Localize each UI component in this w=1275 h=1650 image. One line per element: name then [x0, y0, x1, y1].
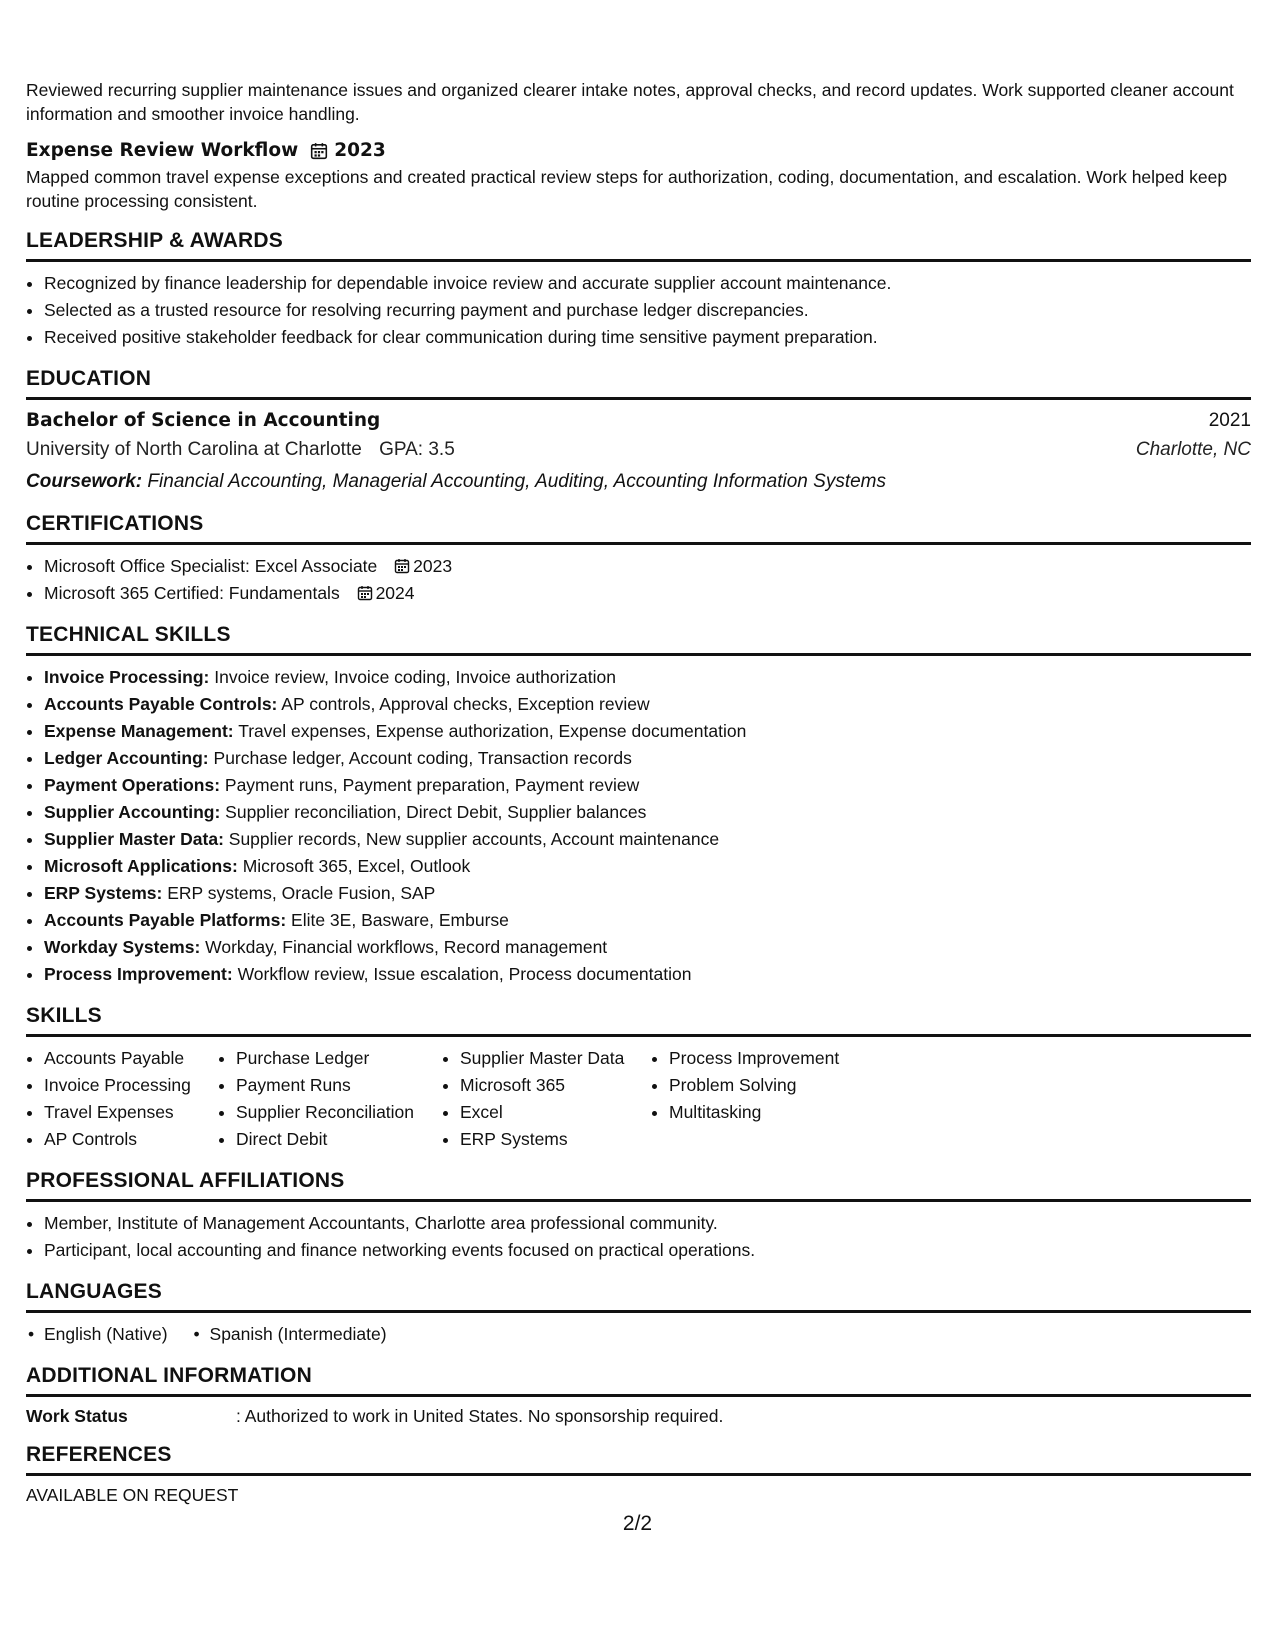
list-item — [44, 880, 1251, 907]
certification-year: 2023 — [413, 556, 453, 576]
skill-value: Travel expenses, Expense authorization, Expense documentation — [238, 721, 747, 741]
degree-year: 2021 — [1208, 410, 1251, 431]
list-item: • Multitasking — [669, 1099, 909, 1126]
skill-value: Payment runs, Payment preparation, Payment review — [224, 775, 640, 795]
skill-label: Microsoft Applications: — [44, 856, 238, 876]
skill-label: Invoice Processing: — [44, 667, 210, 687]
project-title: Expense Review Workflow — [26, 140, 299, 161]
school-location: Charlotte, NC — [1135, 439, 1251, 460]
skills-column — [218, 1045, 442, 1153]
skill-label: Supplier Master Data: — [44, 829, 224, 849]
coursework-label: Coursework: — [26, 471, 143, 492]
skill-value: Supplier records, New supplier accounts, Account maintenance — [228, 829, 720, 849]
education-degree-row — [26, 406, 1251, 435]
skill-value: Invoice review, Invoice coding, Invoice authorization — [214, 667, 616, 687]
coursework — [26, 467, 1251, 496]
list-item — [44, 961, 1251, 988]
list-item — [44, 745, 1251, 772]
list-item: • Accounts Payable — [44, 1045, 218, 1072]
gpa: GPA: 3.5 — [379, 439, 455, 460]
certifications-list — [26, 553, 1251, 607]
affiliations-heading: PROFESSIONAL AFFILIATIONS — [26, 1169, 1251, 1202]
list-item: • Recognized by finance leadership for dependable invoice review and accurate supplier account maintenance. — [44, 270, 1251, 297]
list-item: • Microsoft 365 — [460, 1072, 651, 1099]
skills-column — [442, 1045, 651, 1153]
certifications-section — [26, 512, 1251, 607]
list-item: • Member, Institute of Management Accountants, Charlotte area professional community. — [44, 1210, 1251, 1237]
work-status-label: Work Status — [26, 1406, 128, 1426]
leadership-section — [26, 229, 1251, 351]
additional-info-heading: ADDITIONAL INFORMATION — [26, 1364, 1251, 1397]
technical-skills-heading: TECHNICAL SKILLS — [26, 623, 1251, 656]
list-item: • Payment Runs — [236, 1072, 442, 1099]
skill-value: Workday, Financial workflows, Record management — [205, 937, 608, 957]
coursework-list: Financial Accounting, Managerial Accounting, Auditing, Accounting Information Systems — [147, 471, 887, 492]
list-item — [44, 799, 1251, 826]
intro-paragraph: Reviewed recurring supplier maintenance issues and organized clearer intake notes, approval checks, and record updates. Work supported cleaner account information and smoother invoice handling. — [26, 80, 1234, 124]
list-item — [44, 718, 1251, 745]
certifications-heading: CERTIFICATIONS — [26, 512, 1251, 545]
skill-value: Microsoft 365, Excel, Outlook — [242, 856, 471, 876]
education-section — [26, 367, 1251, 496]
list-item — [44, 664, 1251, 691]
list-item: • Purchase Ledger — [236, 1045, 442, 1072]
calendar-icon — [310, 142, 328, 160]
list-item — [44, 826, 1251, 853]
languages-list — [26, 1321, 1251, 1348]
list-item: • Received positive stakeholder feedback for clear communication during time sensitive payment preparation. — [44, 324, 1251, 351]
list-item: • ERP Systems — [460, 1126, 651, 1153]
skill-label: Process Improvement: — [44, 964, 233, 984]
project-title-row — [26, 140, 1251, 161]
affiliations-section — [26, 1169, 1251, 1264]
list-item — [44, 580, 1251, 607]
list-item: • Selected as a trusted resource for resolving recurring payment and purchase ledger discrepancies. — [44, 297, 1251, 324]
calendar-icon — [394, 558, 410, 574]
list-item: • Travel Expenses — [44, 1099, 218, 1126]
education-heading: EDUCATION — [26, 367, 1251, 400]
additional-info-section — [26, 1364, 1251, 1427]
work-status-value: : Authorized to work in United States. No sponsorship required. — [236, 1406, 724, 1426]
skill-label: Workday Systems: — [44, 937, 201, 957]
list-item — [44, 934, 1251, 961]
skills-column — [26, 1045, 218, 1153]
list-item — [44, 853, 1251, 880]
skill-value: Purchase ledger, Account coding, Transaction records — [213, 748, 632, 768]
skill-value: Supplier reconciliation, Direct Debit, Supplier balances — [225, 802, 647, 822]
certification-name: Microsoft 365 Certified: Fundamentals — [44, 583, 340, 603]
list-item: • Supplier Master Data — [460, 1045, 651, 1072]
school-name: University of North Carolina at Charlotte — [26, 439, 362, 460]
list-item: • English (Native) — [26, 1321, 168, 1348]
skills-columns — [26, 1045, 1251, 1153]
list-item: • Supplier Reconciliation — [236, 1099, 442, 1126]
skill-label: Ledger Accounting: — [44, 748, 209, 768]
list-item: • Spanish (Intermediate) — [192, 1321, 387, 1348]
list-item — [44, 691, 1251, 718]
list-item: • Process Improvement — [669, 1045, 909, 1072]
skills-section — [26, 1004, 1251, 1153]
skill-label: ERP Systems: — [44, 883, 163, 903]
list-item — [44, 553, 1251, 580]
list-item: • Invoice Processing — [44, 1072, 218, 1099]
skill-value: ERP systems, Oracle Fusion, SAP — [167, 883, 436, 903]
list-item: • Direct Debit — [236, 1126, 442, 1153]
skill-value: Elite 3E, Basware, Emburse — [291, 910, 509, 930]
calendar-icon — [357, 585, 373, 601]
work-status-row — [26, 1406, 1251, 1427]
project-year: 2023 — [334, 140, 386, 161]
skill-label: Payment Operations: — [44, 775, 221, 795]
languages-heading: LANGUAGES — [26, 1280, 1251, 1313]
skill-label: Accounts Payable Controls: — [44, 694, 278, 714]
affiliations-list — [26, 1210, 1251, 1264]
project-description: Mapped common travel expense exceptions and created practical review steps for authorization, coding, documentation, and escalation. Work helped keep routine processing consistent. — [26, 167, 1228, 211]
technical-skills-list — [26, 664, 1251, 988]
references-section — [26, 1443, 1251, 1506]
skill-label: Accounts Payable Platforms: — [44, 910, 287, 930]
references-text: AVAILABLE ON REQUEST — [26, 1485, 239, 1505]
list-item: • AP Controls — [44, 1126, 218, 1153]
languages-section — [26, 1280, 1251, 1348]
list-item — [44, 772, 1251, 799]
list-item: • Participant, local accounting and finance networking events focused on practical operations. — [44, 1237, 1251, 1264]
page-number: 2/2 — [622, 1512, 653, 1535]
technical-skills-section — [26, 623, 1251, 988]
skill-label: Expense Management: — [44, 721, 234, 741]
skill-value: AP controls, Approval checks, Exception review — [281, 694, 650, 714]
skill-value: Workflow review, Issue escalation, Process documentation — [237, 964, 692, 984]
list-item: • Excel — [460, 1099, 651, 1126]
references-heading: REFERENCES — [26, 1443, 1251, 1476]
leadership-heading: LEADERSHIP & AWARDS — [26, 229, 1251, 262]
list-item: • Problem Solving — [669, 1072, 909, 1099]
education-school-row — [26, 435, 1251, 464]
skills-heading: SKILLS — [26, 1004, 1251, 1037]
list-item — [44, 907, 1251, 934]
certification-name: Microsoft Office Specialist: Excel Associate — [44, 556, 378, 576]
skills-column — [651, 1045, 909, 1153]
resume-page — [26, 78, 1251, 1506]
certification-year: 2024 — [375, 583, 415, 603]
degree-title: Bachelor of Science in Accounting — [26, 410, 381, 431]
skill-label: Supplier Accounting: — [44, 802, 221, 822]
leadership-list — [26, 270, 1251, 351]
